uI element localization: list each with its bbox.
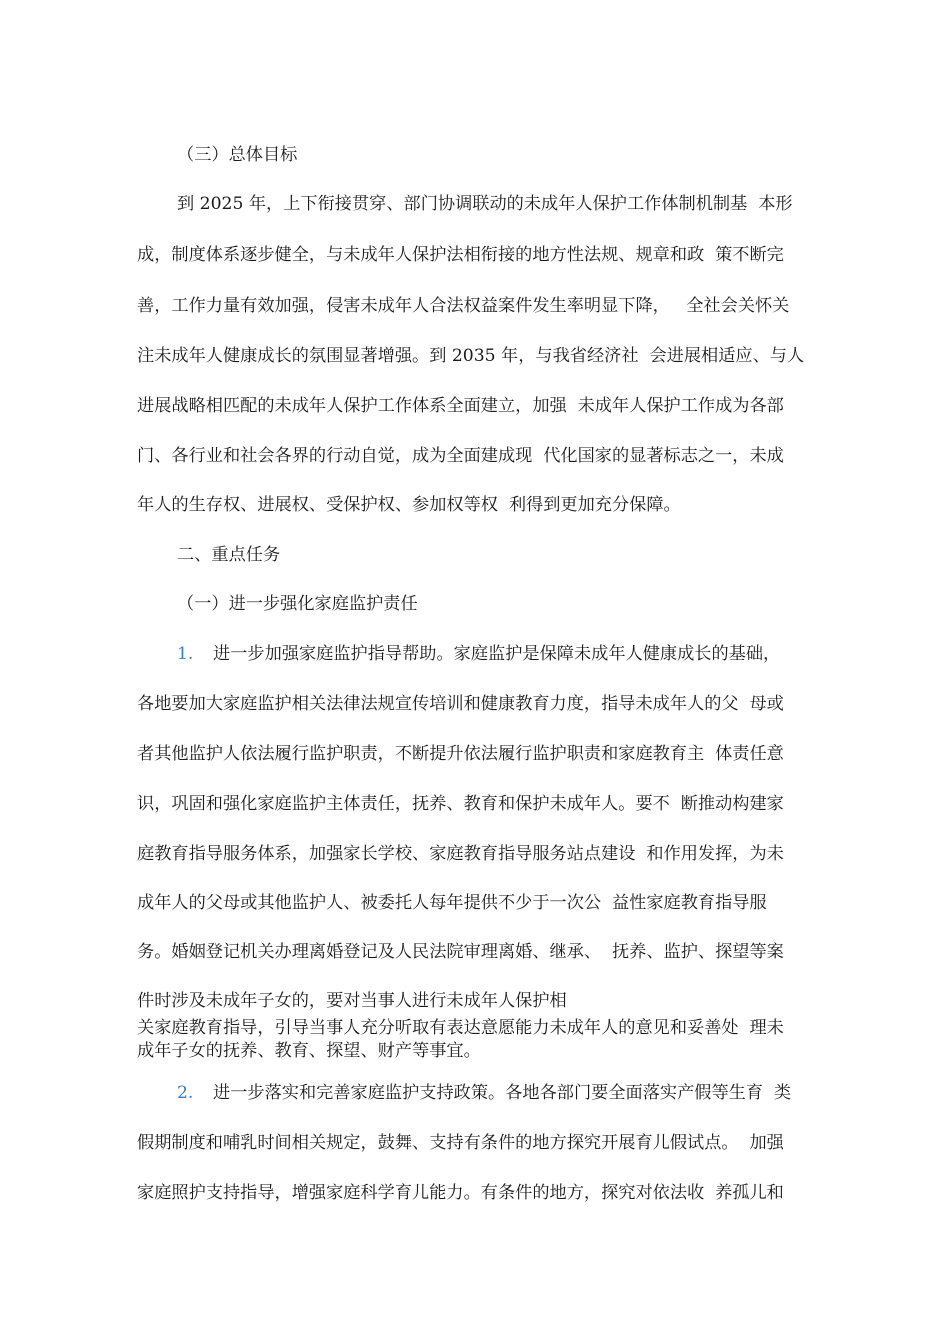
section-heading-goal: （三）总体目标 (177, 145, 298, 165)
paragraph-line: 到 2025 年，上下衔接贯穿、部门协调联动的未成年人保护工作体制机制基 本形 (177, 194, 793, 214)
paragraph-line: 件时涉及未成年子女的，要对当事人进行未成年人保护相 (137, 991, 567, 1011)
paragraph-line: 成年人的父母或其他监护人、被委托人每年提供不少于一次公 益性家庭教育指导服 (137, 893, 767, 913)
subsection-heading-family: （一）进一步强化家庭监护责任 (177, 594, 418, 614)
paragraph-line: 者其他监护人依法履行监护职责，不断提升依法履行监护职责和家庭教育主 体责任意 (137, 744, 784, 764)
paragraph-line: 进一步落实和完善家庭监护支持政策。各地各部门要全面落实产假等生育 类 (213, 1083, 792, 1103)
item-number: 1. (177, 644, 194, 664)
paragraph-line: 各地要加大家庭监护相关法律法规宣传培训和健康教育力度，指导未成年人的父 母或 (137, 694, 784, 714)
paragraph-line: 进一步加强家庭监护指导帮助。家庭监护是保障未成年人健康成长的基础， (213, 644, 781, 664)
paragraph-line: 假期制度和哺乳时间相关规定，鼓舞、支持有条件的地方探究开展育儿假试点。 加强 (137, 1133, 784, 1153)
paragraph-line: 务。婚姻登记机关办理离婚登记及人民法院审理离婚、继承、 抚养、监护、探望等案 (137, 942, 784, 962)
paragraph-line: 门、各行业和社会各界的行动自觉，成为全面建成现 代化国家的显著标志之一，未成 (137, 446, 784, 466)
section-heading-tasks: 二、重点任务 (177, 545, 281, 565)
paragraph-line: 识，巩固和强化家庭监护主体责任，抚养、教育和保护未成年人。要不 断推动构建家 (137, 794, 784, 814)
paragraph-line: 庭教育指导服务体系，加强家长学校、家庭教育指导服务站点建设 和作用发挥，为未 (137, 844, 784, 864)
item-number: 2. (177, 1083, 194, 1103)
paragraph-line: 善，工作力量有效加强，侵害未成年人合法权益案件发生率明显下降， 全社会关怀关 (137, 296, 790, 316)
paragraph-line: 家庭照护支持指导，增强家庭科学育儿能力。有条件的地方，探究对依法收 养孤儿和 (137, 1183, 784, 1203)
paragraph-line: 成年子女的抚养、教育、探望、财产等事宜。 (137, 1041, 481, 1061)
paragraph-line: 年人的生存权、进展权、受保护权、参加权等权 利得到更加充分保障。 (137, 495, 681, 515)
paragraph-line: 成，制度体系逐步健全，与未成年人保护法相衔接的地方性法规、规章和政 策不断完 (137, 245, 784, 265)
paragraph-line: 进展战略相匹配的未成年人保护工作体系全面建立，加强 未成年人保护工作成为各部 (137, 396, 784, 416)
paragraph-line: 注未成年人健康成长的氛围显著增强。到 2035 年，与我省经济社 会进展相适应、与人 (137, 346, 805, 366)
paragraph-line: 关家庭教育指导，引导当事人充分听取有表达意愿能力未成年人的意见和妥善处 理未 (137, 1018, 784, 1038)
